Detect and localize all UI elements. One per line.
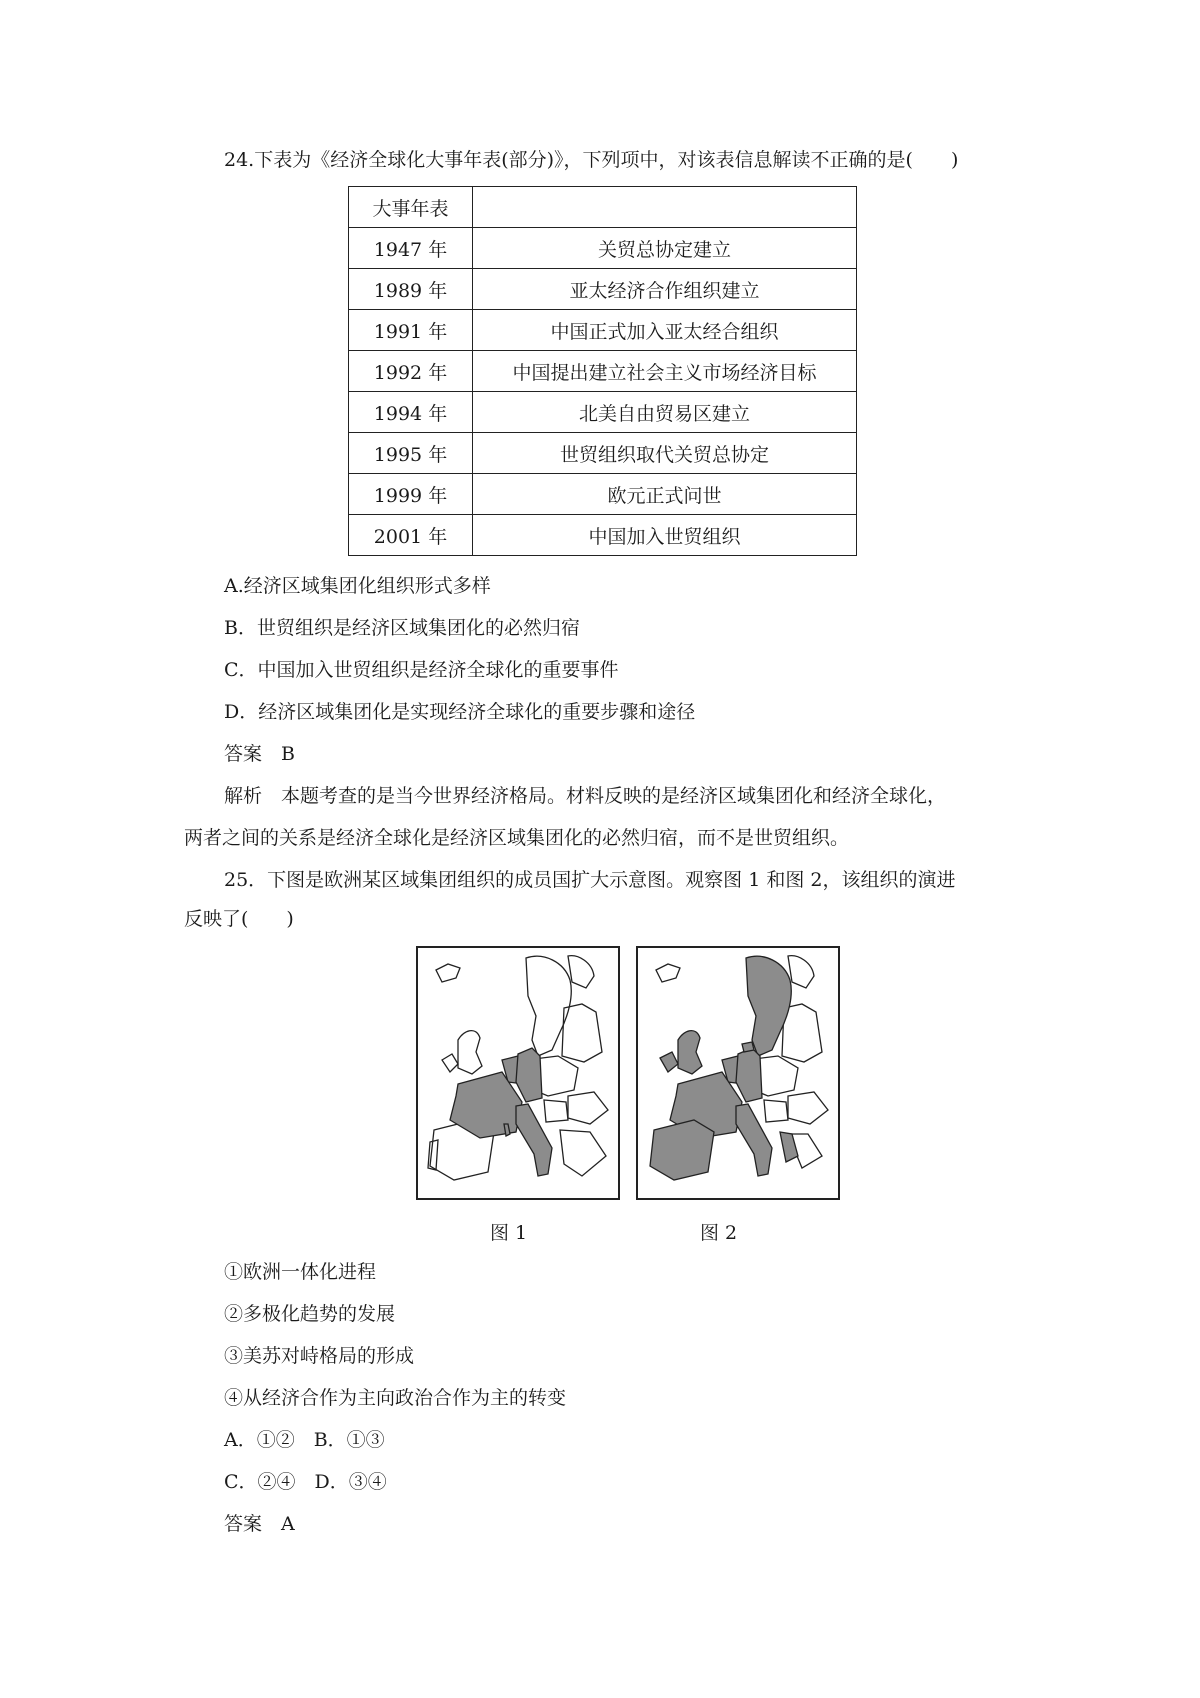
q24-analysis-line1: 解析 本题考查的是当今世界经济格局。材料反映的是经济区域集团化和经济全球化， [224,785,947,807]
statement-2: ②多极化趋势的发展 [224,1303,396,1325]
statement-4: ④从经济合作为主向政治合作为主的转变 [224,1387,567,1409]
europe-map-2-svg [638,948,838,1198]
row-year: 1994 年 [349,392,473,433]
option-b: B．世贸组织是经济区域集团化的必然归宿 [224,617,580,639]
row-year: 1991 年 [349,310,473,351]
row-event: 中国加入世贸组织 [473,515,857,556]
table-header-row [349,187,857,228]
table-row [349,310,857,351]
table-row [349,228,857,269]
europe-map-1-svg [418,948,618,1198]
option-d: D．经济区域集团化是实现经济全球化的重要步骤和途径 [224,701,696,723]
q25-answer: 答案 A [224,1513,295,1535]
row-event: 亚太经济合作组织建立 [473,269,857,310]
row-year: 1992 年 [349,351,473,392]
row-event: 关贸总协定建立 [473,228,857,269]
europe-map-figure-1 [416,946,620,1200]
q24-analysis-line2: 两者之间的关系是经济全球化是经济区域集团化的必然归宿，而不是世贸组织。 [184,827,850,849]
figure-1-caption: 图 1 [490,1222,528,1244]
event-table [348,186,857,556]
row-year: 2001 年 [349,515,473,556]
statement-3: ③美苏对峙格局的形成 [224,1345,415,1367]
option-c: C．中国加入世贸组织是经济全球化的重要事件 [224,659,619,681]
table-header-title: 大事年表 [349,187,473,228]
row-event: 中国正式加入亚太经合组织 [473,310,857,351]
q24-stem: 24.下表为《经济全球化大事年表(部分)》，下列项中，对该表信息解读不正确的是( ) [224,149,959,171]
option-a: A.经济区域集团化组织形式多样 [224,575,491,597]
europe-map-figure-2 [636,946,840,1200]
q24-answer: 答案 B [224,743,295,765]
q25-options-row1: A．①② B．①③ [224,1429,385,1451]
table-row [349,351,857,392]
table-row [349,474,857,515]
table-row [349,433,857,474]
row-year: 1989 年 [349,269,473,310]
q25-stem-line2: 反映了( ) [184,908,294,930]
row-year: 1995 年 [349,433,473,474]
figure-2-caption: 图 2 [700,1222,738,1244]
table-row [349,269,857,310]
row-event: 欧元正式问世 [473,474,857,515]
row-year: 1947 年 [349,228,473,269]
table-row [349,515,857,556]
table-header-empty [473,187,857,228]
q25-stem-line1: 25．下图是欧洲某区域集团组织的成员国扩大示意图。观察图 1 和图 2，该组织的演进 [224,869,956,891]
statement-1: ①欧洲一体化进程 [224,1261,377,1283]
row-event: 北美自由贸易区建立 [473,392,857,433]
row-year: 1999 年 [349,474,473,515]
table-row [349,392,857,433]
row-event: 中国提出建立社会主义市场经济目标 [473,351,857,392]
row-event: 世贸组织取代关贸总协定 [473,433,857,474]
q25-options-row2: C．②④ D．③④ [224,1471,387,1493]
